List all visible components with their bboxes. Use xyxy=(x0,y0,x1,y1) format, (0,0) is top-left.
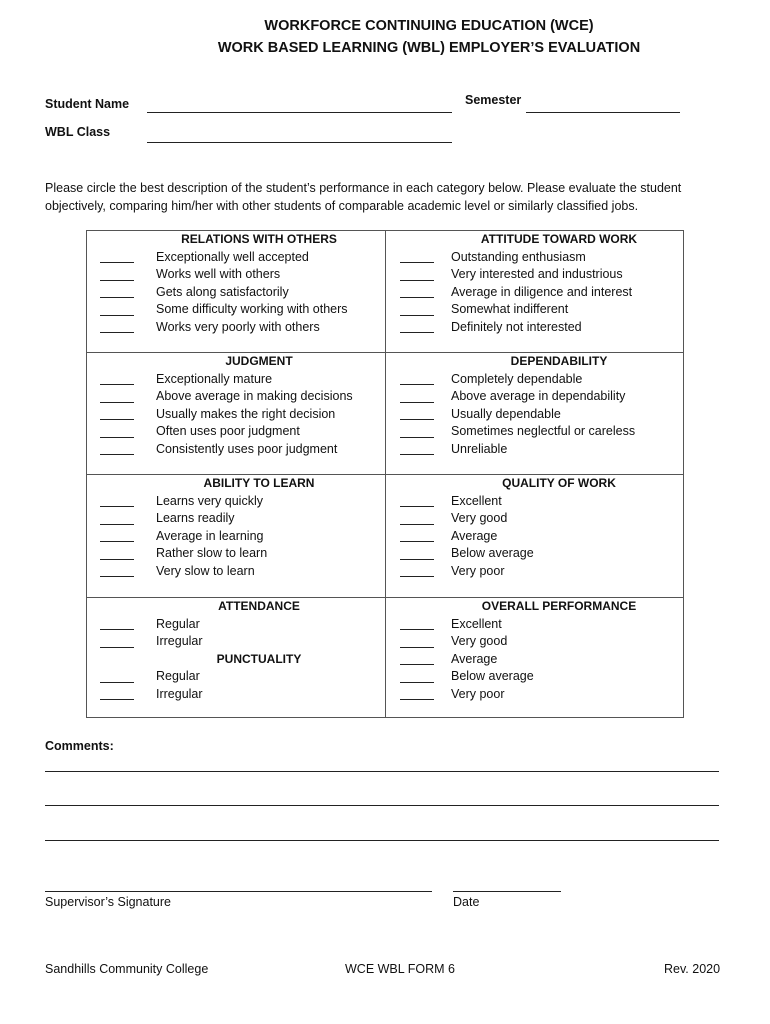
category-title: DEPENDABILITY xyxy=(510,354,608,368)
rating-option[interactable]: Below average xyxy=(386,668,684,686)
student-name-label: Student Name xyxy=(45,97,130,111)
semester-field[interactable] xyxy=(526,112,680,113)
rating-option[interactable]: Definitely not interested xyxy=(386,319,684,337)
rating-option[interactable]: Very interested and industrious xyxy=(386,266,684,284)
category-title: RELATIONS WITH OTHERS xyxy=(181,232,337,246)
comments-line[interactable] xyxy=(45,840,719,841)
rating-option[interactable]: Completely dependable xyxy=(386,371,684,389)
rating-option[interactable]: Very good xyxy=(386,633,684,651)
wbl-class-field[interactable] xyxy=(147,142,452,143)
date-field[interactable] xyxy=(453,891,561,892)
footer-revision: Rev. 2020 xyxy=(664,962,721,976)
rating-option[interactable]: Works well with others xyxy=(86,266,384,284)
rating-option[interactable]: Average xyxy=(386,528,684,546)
rating-option[interactable]: Learns very quickly xyxy=(86,493,384,511)
footer-form-number: WCE WBL FORM 6 xyxy=(345,962,455,976)
wbl-class-label: WBL Class xyxy=(45,125,111,139)
rating-option[interactable]: Irregular xyxy=(86,686,384,704)
category-attendance xyxy=(86,598,384,703)
rating-option[interactable]: Somewhat indifferent xyxy=(386,301,684,319)
supervisor-signature-label: Supervisor’s Signature xyxy=(45,895,171,909)
category-judgment xyxy=(86,353,384,458)
rating-option[interactable]: Average in learning xyxy=(86,528,384,546)
category-quality-of-work xyxy=(386,475,684,580)
rating-option[interactable]: Consistently uses poor judgment xyxy=(86,441,384,459)
category-title: OVERALL PERFORMANCE xyxy=(481,599,637,613)
rating-option[interactable]: Below average xyxy=(386,545,684,563)
rating-option[interactable]: Very poor xyxy=(386,563,684,581)
rating-option[interactable]: Exceptionally mature xyxy=(86,371,384,389)
comments-label: Comments: xyxy=(45,739,114,753)
category-title-punctuality: PUNCTUALITY xyxy=(216,651,302,666)
category-title: ATTENDANCE xyxy=(218,599,300,613)
instructions-text: Please circle the best description of the student’s performance in each category below. Please evaluate the student objectively, comparing him/her with other students of comparable academic level or similarly classified jobs. xyxy=(45,181,682,213)
comments-line[interactable] xyxy=(45,805,719,806)
rating-option[interactable]: Rather slow to learn xyxy=(86,545,384,563)
rating-option[interactable]: Above average in making decisions xyxy=(86,388,384,406)
comments-line[interactable] xyxy=(45,771,719,772)
rating-option[interactable]: Excellent xyxy=(386,616,684,634)
rating-option[interactable]: Usually makes the right decision xyxy=(86,406,384,424)
category-title: ATTITUDE TOWARD WORK xyxy=(480,232,638,246)
rating-option[interactable]: Usually dependable xyxy=(386,406,684,424)
rating-option[interactable]: Outstanding enthusiasm xyxy=(386,249,684,267)
category-ability-to-learn xyxy=(86,475,384,580)
category-title: ABILITY TO LEARN xyxy=(203,476,315,490)
rating-option[interactable]: Learns readily xyxy=(86,510,384,528)
rating-option[interactable]: Gets along satisfactorily xyxy=(86,284,384,302)
rating-option[interactable]: Very good xyxy=(386,510,684,528)
footer-college: Sandhills Community College xyxy=(45,962,209,976)
rating-option[interactable]: Regular xyxy=(86,616,384,634)
student-name-field[interactable] xyxy=(147,112,452,113)
rating-option[interactable]: Works very poorly with others xyxy=(86,319,384,337)
form-title-line2: WORK BASED LEARNING (WBL) EMPLOYER’S EVALUATION xyxy=(217,40,641,56)
rating-option[interactable]: Unreliable xyxy=(386,441,684,459)
category-relations xyxy=(86,231,384,336)
rating-option[interactable]: Sometimes neglectful or careless xyxy=(386,423,684,441)
rating-option[interactable]: Irregular xyxy=(86,633,384,651)
date-label: Date xyxy=(453,895,480,909)
rating-option[interactable]: Exceptionally well accepted xyxy=(86,249,384,267)
rating-option[interactable]: Very poor xyxy=(386,686,684,704)
rating-option[interactable]: Average xyxy=(386,651,684,669)
rating-option[interactable]: Average in diligence and interest xyxy=(386,284,684,302)
supervisor-signature-field[interactable] xyxy=(45,891,432,892)
form-title-line1: WORKFORCE CONTINUING EDUCATION (WCE) xyxy=(264,18,594,34)
category-attitude xyxy=(386,231,684,336)
rating-option[interactable]: Regular xyxy=(86,668,384,686)
category-title: QUALITY OF WORK xyxy=(502,476,616,490)
category-dependability xyxy=(386,353,684,458)
rating-option[interactable]: Very slow to learn xyxy=(86,563,384,581)
rating-option[interactable]: Some difficulty working with others xyxy=(86,301,384,319)
rating-option[interactable]: Above average in dependability xyxy=(386,388,684,406)
category-title: JUDGMENT xyxy=(225,354,293,368)
semester-label: Semester xyxy=(465,93,522,107)
rating-option[interactable]: Often uses poor judgment xyxy=(86,423,384,441)
category-overall-performance xyxy=(386,598,684,703)
rating-option[interactable]: Excellent xyxy=(386,493,684,511)
